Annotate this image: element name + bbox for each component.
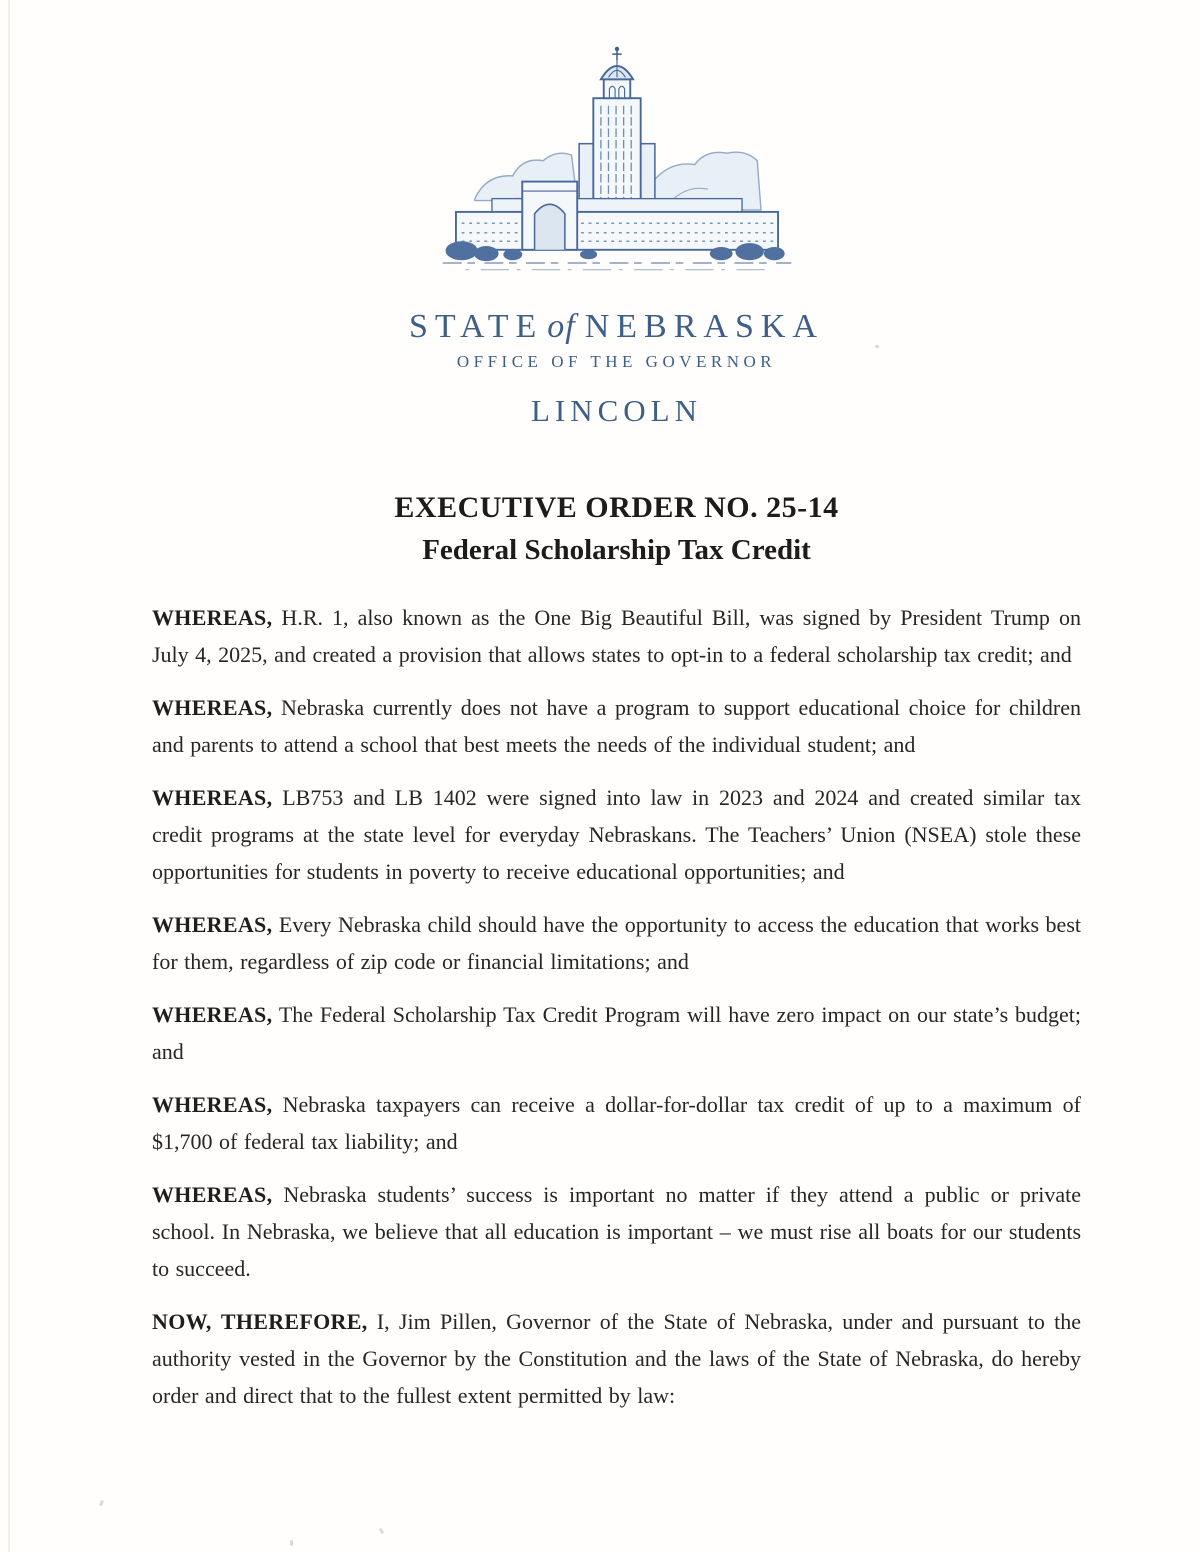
paragraph-lead: WHEREAS, [152, 912, 273, 938]
whereas-paragraph-4 [152, 906, 1081, 980]
order-body [152, 599, 1081, 1414]
whereas-paragraph-2 [152, 689, 1081, 763]
executive-order-title [152, 486, 1081, 572]
whereas-paragraph-5 [152, 996, 1081, 1070]
scan-artifact-speck [875, 345, 879, 348]
paragraph-lead: WHEREAS, [152, 1002, 273, 1028]
whereas-paragraph-6 [152, 1086, 1081, 1160]
office-line: OFFICE OF THE GOVERNOR [456, 352, 777, 372]
state-suffix: NEBRASKA [584, 308, 824, 345]
entrance-arch [534, 204, 564, 249]
nebraska-capitol-illustration [437, 30, 797, 282]
letterhead [152, 0, 1081, 429]
paragraph-lead: WHEREAS, [152, 785, 273, 811]
paragraph-text: I, Jim Pillen, Governor of the State of Nebraska, under and pursuant to the authority vested in the Governor by the Constitution and the laws of the State of Nebraska, do hereby order and direct that to the fullest extent permitted by law: [152, 1309, 1082, 1409]
state-of: of [547, 308, 576, 345]
city-line: LINCOLN [530, 393, 703, 429]
order-subject: Federal Scholarship Tax Credit [422, 534, 811, 567]
state-name-line [152, 308, 1081, 345]
scan-artifact-speck [99, 1500, 104, 1507]
paragraph-text: The Federal Scholarship Tax Credit Program will have zero impact on our state’s budget; and [152, 1002, 1081, 1065]
state-prefix: STATE [409, 308, 544, 345]
whereas-paragraph-7 [152, 1176, 1081, 1287]
scan-artifact-speck [290, 1540, 293, 1546]
paragraph-text: Nebraska students’ success is important no matter if they attend a public or private school. In Nebraska, we believe that all education is important – we must rise all boats for our students to succeed. [152, 1182, 1081, 1282]
paragraph-lead: WHEREAS, [152, 1092, 273, 1118]
sower-statue [614, 47, 618, 51]
scan-artifact-speck [379, 1528, 385, 1535]
paragraph-lead: WHEREAS, [152, 605, 273, 631]
document-content [152, 0, 1081, 1414]
paragraph-text: H.R. 1, also known as the One Big Beautiful Bill, was signed by President Trump on July 4, 2025, and created a provision that allows states to opt-in to a federal scholarship tax credit; and [152, 605, 1081, 668]
paragraph-text: Every Nebraska child should have the opportunity to access the education that works best for them, regardless of zip code or financial limitations; and [152, 912, 1081, 975]
whereas-paragraph-3 [152, 779, 1081, 890]
order-number: EXECUTIVE ORDER NO. 25-14 [394, 491, 839, 525]
scan-artifact-edge-line [8, 0, 10, 1552]
paragraph-text: LB753 and LB 1402 were signed into law in 2023 and 2024 and created similar tax credit programs at the state level for everyday Nebraskans. The Teachers’ Union (NSEA) stole these opportunities for students in poverty to receive educational opportunities; and [152, 785, 1081, 885]
paragraph-text: Nebraska taxpayers can receive a dollar-for-dollar tax credit of up to a maximum of $1,700 of federal tax liability; and [152, 1092, 1081, 1155]
capitol-wings [455, 212, 777, 250]
paragraph-lead: WHEREAS, [152, 1182, 273, 1208]
paragraph-text: Nebraska currently does not have a program to support educational choice for children and parents to attend a school that best meets the needs of the individual student; and [152, 695, 1081, 758]
now-therefore-paragraph [152, 1303, 1081, 1414]
paragraph-lead: NOW, THEREFORE, [152, 1309, 368, 1335]
whereas-paragraph-1 [152, 599, 1081, 673]
paragraph-lead: WHEREAS, [152, 695, 273, 721]
